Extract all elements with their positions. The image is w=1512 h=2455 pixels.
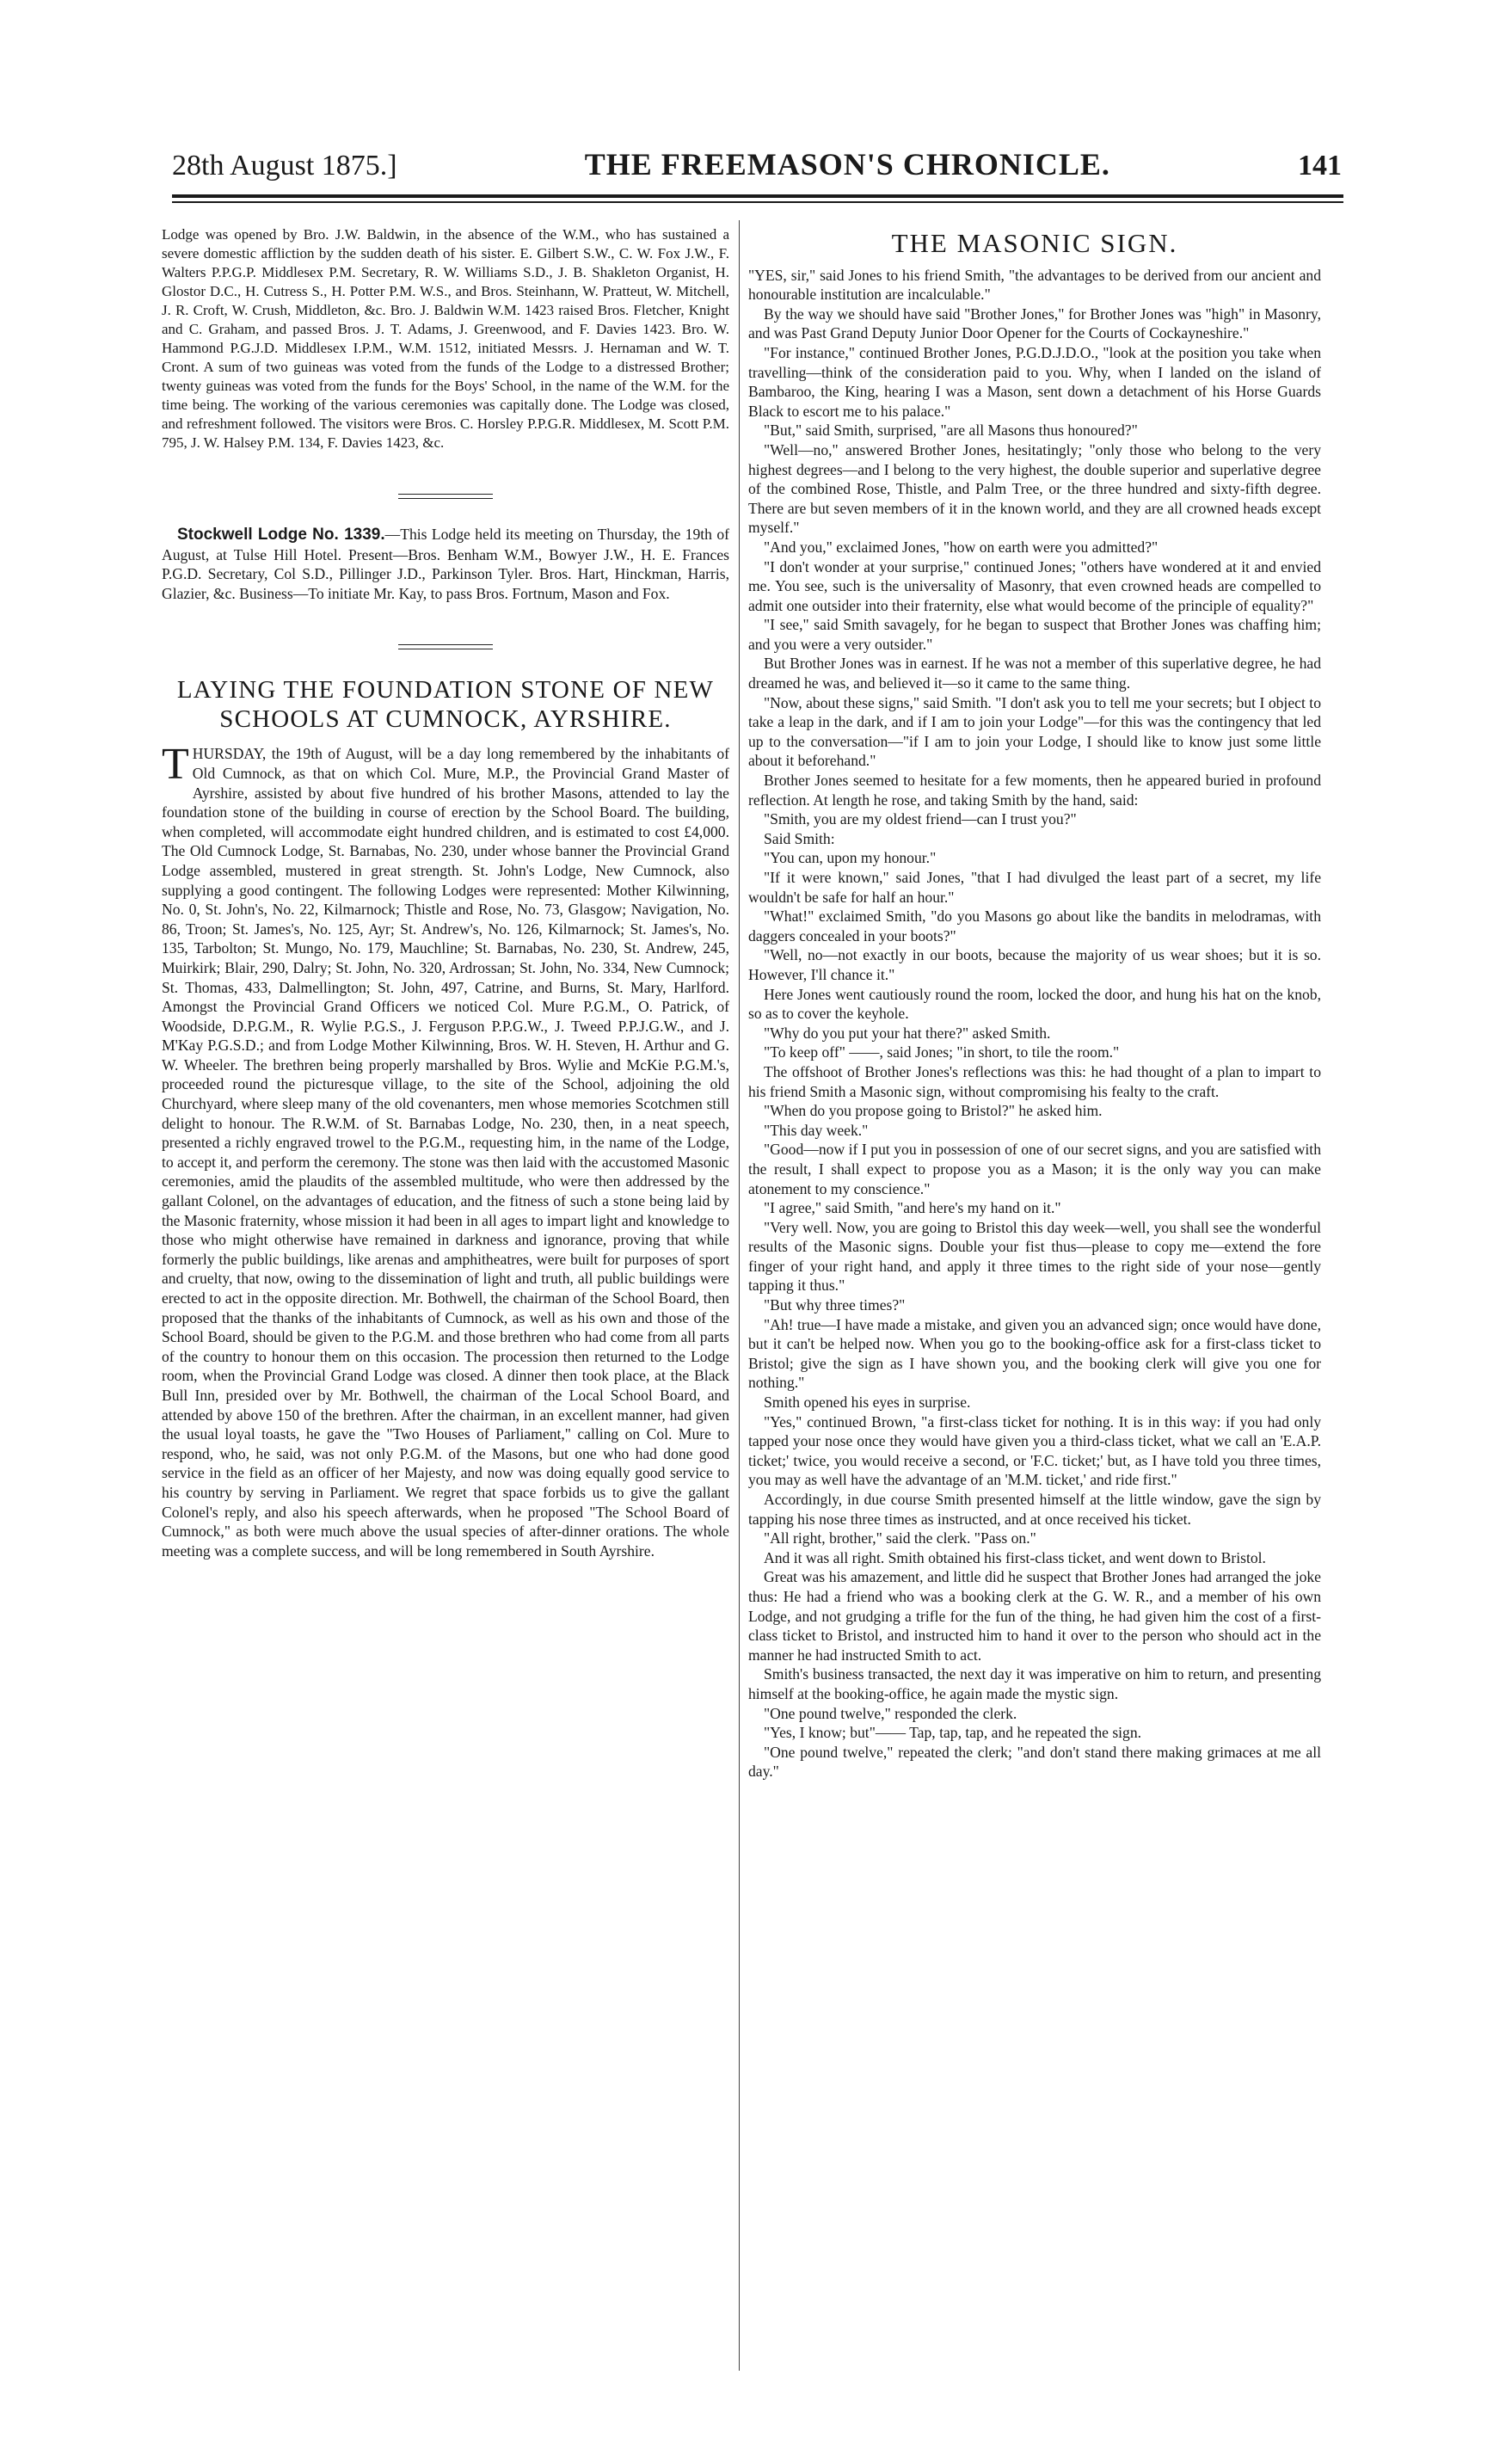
story-paragraph: "Why do you put your hat there?" asked Smith.: [764, 1024, 1051, 1042]
right-column: [748, 225, 1321, 1781]
header-rule-thick: [172, 194, 1343, 198]
story-paragraph: "Now, about these signs," said Smith. "I don't ask you to tell me your secrets; but I object to take a leap in the dark, and if I am to join your Lodge"—for this was the contingency that led up to the conversation—"if I am to join your Lodge, I should like to know just some little about it beforehand.": [748, 693, 1321, 770]
story-paragraph: "Yes, I know; but"—— Tap, tap, tap, and he repeated the sign.: [764, 1724, 1142, 1742]
stockwell-lodge-name: Stockwell Lodge No. 1339.: [177, 526, 385, 544]
story-paragraph: "Yes," continued Brown, "a first-class ticket for nothing. It is in this way: if you had only tapped your nose once they would have given you a third-class ticket, what we call an 'E.A.P. ticket;' twice, you would receive a second, or 'F.C. ticket;' but, as I have told you three times, you may as well have the advantage of an 'M.M. ticket,' and ride first.": [748, 1412, 1321, 1489]
story-paragraph: Brother Jones seemed to hesitate for a few moments, then he appeared buried in profound reflection. At length he rose, and taking Smith by the hand, said:: [748, 772, 1321, 809]
story-paragraph: The offshoot of Brother Jones's reflections was this: he had thought of a plan to impart to his friend Smith a Masonic sign, without compromising his fealty to the craft.: [748, 1062, 1321, 1100]
column-divider: [739, 220, 740, 2371]
story-paragraph: "One pound twelve," responded the clerk.: [764, 1704, 1017, 1722]
lodge-report-paragraph: Lodge was opened by Bro. J.W. Baldwin, in the absence of the W.M., who has sustained a severe domestic affliction by the sudden death of his sister. E. Gilbert S.W., C. W. Fox J.W., F. Walters P.P.G.P. Middlesex P.M. Secretary, R. W. Williams S.D., J. B. Shakleton Organist, H. Glostor D.C., H. Cutress S., H. Potter P.M. W.S., and Bros. Steinhann, W. Pratteut, W. Mitchell, J. R. Croft, W. Crush, Middleton, &c. Bro. J. Baldwin W.M. 1423 raised Bros. Fletcher, Knight and C. Graham, and passed Bros. J. T. Adams, J. Greenwood, and F. Davies 1423. Bro. W. Hammond P.G.J.D. Middlesex I.P.M., W.M. 1512, initiated Messrs. J. Hernaman and W. T. Cront. A sum of two guineas was voted from the funds of the Lodge to a distressed Brother; twenty guineas was voted from the funds for the Boys' School, in the name of the W.M. for the time being. The working of the various ceremonies was capitally done. The Lodge was closed, and refreshment followed. The visitors were Bros. C. Horsley P.P.G.R. Middlesex, M. Scott P.M. 795, J. W. Halsey P.M. 134, F. Davies 1423, &c.: [162, 226, 729, 451]
left-column: [162, 225, 729, 1560]
cumnock-title-line-2: SCHOOLS AT CUMNOCK, AYRSHIRE.: [219, 705, 672, 734]
header-rule-thin: [172, 201, 1343, 203]
drop-cap: T: [162, 740, 189, 790]
story-paragraph: "And you," exclaimed Jones, "how on earth were you admitted?": [764, 538, 1159, 556]
story-paragraph: "But," said Smith, surprised, "are all Masons thus honoured?": [764, 421, 1138, 440]
page-number: 141: [1298, 150, 1342, 182]
story-paragraph: "To keep off" ——, said Jones; "in short, to tile the room.": [764, 1043, 1120, 1061]
stockwell-paragraph: [162, 525, 729, 603]
story-paragraph: But Brother Jones was in earnest. If he was not a member of this superlative degree, he had dreamed he was, and believed it—so it came to the same thing.: [748, 655, 1321, 692]
story-paragraph: "Well—no," answered Brother Jones, hesitatingly; "only those who belong to the very highest degrees—and I belong to the very highest, the double superior and superlative degree of the combined Rose, Thistle, and Palm Tree, or the three hundred and sixty-fifth degree. There are but seven members of it in the known world, and they are all crowned heads except myself.": [748, 440, 1321, 537]
story-paragraph: Smith's business transacted, the next day it was imperative on him to return, and presenting himself at the booking-office, he again made the mystic sign.: [748, 1665, 1321, 1702]
cumnock-article-title: [162, 675, 729, 734]
story-paragraph: "Smith, you are my oldest friend—can I trust you?": [764, 810, 1077, 828]
story-paragraph: "I don't wonder at your surprise," continued Jones; "others have wondered at it and envied me. You see, such is the universality of Masonry, that even crowned heads are compelled to admit one outsider into their fraternity, else what would become of the principle of equality?": [748, 557, 1321, 614]
masonic-sign-body: [748, 266, 1321, 1781]
story-paragraph: "Good—now if I put you in possession of one of our secret signs, and you are satisfied with the result, I shall expect to propose you as a Mason; it is the only way you can make atonement to my conscience.": [748, 1141, 1321, 1197]
story-paragraph: "YES, sir," said Jones to his friend Smith, "the advantages to be derived from our ancient and honourable institution are incalculable.": [748, 266, 1321, 304]
story-paragraph: "But why three times?": [764, 1296, 906, 1314]
cumnock-title-line-1: LAYING THE FOUNDATION STONE OF NEW: [176, 676, 715, 705]
story-paragraph: "One pound twelve," repeated the clerk; "and don't stand there making grimaces at me all day.": [748, 1743, 1321, 1781]
story-paragraph: "You can, upon my honour.": [764, 849, 937, 867]
section-separator: [398, 494, 493, 499]
story-paragraph: "Ah! true—I have made a mistake, and given you an advanced sign; once would have done, but it can't be helped now. When you go to the booking-office ask for a first-class ticket to Bristol; give the sign as I have shown you, and the booking clerk will give you one for nothing.": [748, 1315, 1321, 1392]
story-paragraph: "All right, brother," said the clerk. "Pass on.": [764, 1529, 1036, 1547]
masonic-sign-title: THE MASONIC SIGN.: [891, 228, 1178, 258]
page-header: [172, 146, 1342, 193]
story-paragraph: "If it were known," said Jones, "that I had divulged the least part of a secret, my life wouldn't be safe for half an hour.": [748, 869, 1321, 906]
story-paragraph: "Very well. Now, you are going to Bristol this day week—well, you shall see the wonderful results of the Masonic signs. Double your fist thus—please to copy me—extend the fore finger of your right hand, and apply it three times to the right side of your nose—gently tapping it thus.": [748, 1218, 1321, 1295]
story-paragraph: Accordingly, in due course Smith presented himself at the little window, gave the sign by tapping his nose three times as instructed, and at once received his ticket.: [748, 1491, 1321, 1528]
story-paragraph: "When do you propose going to Bristol?" he asked him.: [764, 1102, 1103, 1120]
cumnock-article-body: [162, 740, 729, 1560]
masthead-title: THE FREEMASON'S CHRONICLE.: [584, 147, 1110, 182]
story-paragraph: Said Smith:: [764, 829, 835, 847]
story-paragraph: "I agree," said Smith, "and here's my hand on it.": [764, 1199, 1061, 1217]
story-paragraph: Here Jones went cautiously round the room, locked the door, and hung his hat on the knob, so as to cover the keyhole.: [748, 985, 1321, 1023]
story-paragraph: By the way we should have said "Brother Jones," for Brother Jones was "high" in Masonry, and was Past Grand Deputy Junior Door Opener for the Courts of Cockayneshire.": [748, 305, 1321, 342]
story-paragraph: "This day week.": [764, 1121, 869, 1139]
cumnock-body-text: HURSDAY, the 19th of August, will be a day long remembered by the inhabitants of Old Cumnock, as that on which Col. Mure, M.P., the Provincial Grand Master of Ayrshire, assisted by about five hundred of his brother Masons, attended to lay the foundation stone of the building in course of erection by the School Board. The building, when completed, will accommodate eight hundred children, and is estimated to cost £4,000. The Old Cumnock Lodge, St. Barnabas, No. 230, under whose banner the Provincial Grand Lodge assembled, mustered in great strength. St. John's Lodge, New Cumnock, also supplying a good contingent. The following Lodges were represented: Mother Kilwinning, No. 0, St. John's, No. 22, Kilmarnock; Thistle and Rose, No. 73, Glasgow; Navigation, No. 86, Troon; St. James's, No. 125, Ayr; St. Andrew's, No. 126, Kilmarnock; St. James's, No. 135, Tarbolton; St. Mungo, No. 179, Mauchline; St. Barnabas, No. 230, St. Andrew, 245, Muirkirk; Blair, 290, Dalry; St. John, No. 320, Ardrossan; St. John, No. 334, New Cumnock; St. Thomas, 433, Dalmellington; St. John, 497, Catrine, and Burns, St. Mary, Harlford. Amongst the Provincial Grand Officers we noticed Col. Mure P.G.M., O. Patrick, of Woodside, D.P.G.M., R. Wylie P.G.S., J. Ferguson P.P.G.W., J. Tweed P.P.J.G.W., and J. M'Kay P.G.S.D.; and from Lodge Mother Kilwinning, Bros. W. H. Steven, H. Arthur and G. W. Wheeler. The brethren being properly marshalled by Bros. Wylie and McKie P.G.M.'s, proceeded round the picturesque village, to the site of the School, adjoining the old Churchyard, where sleep many of the old covenanters, men whose memories Scotchmen still delight to honour. The R.W.M. of St. Barnabas Lodge, No. 230, then, in a neat speech, presented a richly engraved trowel to the P.G.M., requesting him, in the name of the Lodge, to accept it, and perform the ceremony. The stone was then laid with the accustomed Masonic ceremonies, amid the plaudits of the assembled multitude, who were then addressed by the gallant Colonel, on the advantages of education, and the fitness of such a stone being laid by the Masonic fraternity, whose mission it had been in all ages to impart light and knowledge to those who might otherwise have remained in darkness and ignorance, proving that while formerly the public buildings, like arenas and amphitheatres, were built for purposes of sport and cruelty, that now, owing to the dissemination of light and truth, all public buildings were erected to act in the opposite direction. Mr. Bothwell, the chairman of the School Board, then proposed that the thanks of the inhabitants of Cumnock, as well as his own and those of the School Board, should be given to the P.G.M. and those brethren who had come from all parts of the country to honour them on this occasion. The procession then returned to the Lodge room, when the Provincial Grand Lodge was closed. A dinner then took place, at the Black Bull Inn, presided over by Mr. Bothwell, the chairman of the Local School Board, and attended by above 150 of the brethren. After the chairman, in an excellent manner, had given the usual loyal toasts, he gave the "Two Houses of Parliament," calling on Col. Mure to respond, who, he said, was not only P.G.M. of the Masons, but one who had done good service in the field as an officer of her Majesty, and now was doing equally good service to his country by serving in Parliament. We regret that space forbids us to give the gallant Colonel's reply, and also his speech afterwards, when he proposed "The School Board of Cumnock," as both were much above the usual species of after-dinner orations. The whole meeting was a complete success, and will be long remembered in South Ayrshire.: [162, 745, 729, 1560]
story-paragraph: "Well, no—not exactly in our boots, because the majority of us wear shoes; but it is so. However, I'll chance it.": [748, 946, 1321, 983]
story-paragraph: "For instance," continued Brother Jones, P.G.D.J.D.O., "look at the position you take when travelling—think of the consideration paid to you. Why, when I landed on the island of Bambaroo, the King, hearing I was a Mason, sent down a detachment of his Horse Guards Black to escort me to his palace.": [748, 343, 1321, 420]
section-separator: [398, 644, 493, 649]
story-paragraph: Smith opened his eyes in surprise.: [764, 1394, 971, 1412]
story-paragraph: "What!" exclaimed Smith, "do you Masons go about like the bandits in melodramas, with daggers concealed in your boots?": [748, 908, 1321, 944]
stockwell-text: —This Lodge held its meeting on Thursday, the 19th of August, at Tulse Hill Hotel. Present—Bros. Benham W.M., Bowyer J.W., H. E. Frances P.G.D. Secretary, Col S.D., Pillinger J.D., Parkinson Tyler. Bros. Hart, Hinckman, Harris, Glazier, &c. Business—To initiate Mr. Kay, to pass Bros. Fortnum, Mason and Fox.: [162, 526, 730, 602]
story-paragraph: Great was his amazement, and little did he suspect that Brother Jones had arranged the joke thus: He had a friend who was a booking clerk at the G. W. R., and a member of his own Lodge, and not grudging a trifle for the fun of the thing, he had given him the cost of a first-class ticket to Bristol, and instructed him to hand it over to the person who should act in the manner he had instructed Smith to act.: [748, 1568, 1321, 1664]
story-paragraph: And it was all right. Smith obtained his first-class ticket, and went down to Bristol.: [764, 1548, 1266, 1566]
story-paragraph: "I see," said Smith savagely, for he began to suspect that Brother Jones was chaffing him; and you were a very outsider.": [748, 616, 1321, 653]
issue-date: 28th August 1875.]: [172, 150, 397, 182]
